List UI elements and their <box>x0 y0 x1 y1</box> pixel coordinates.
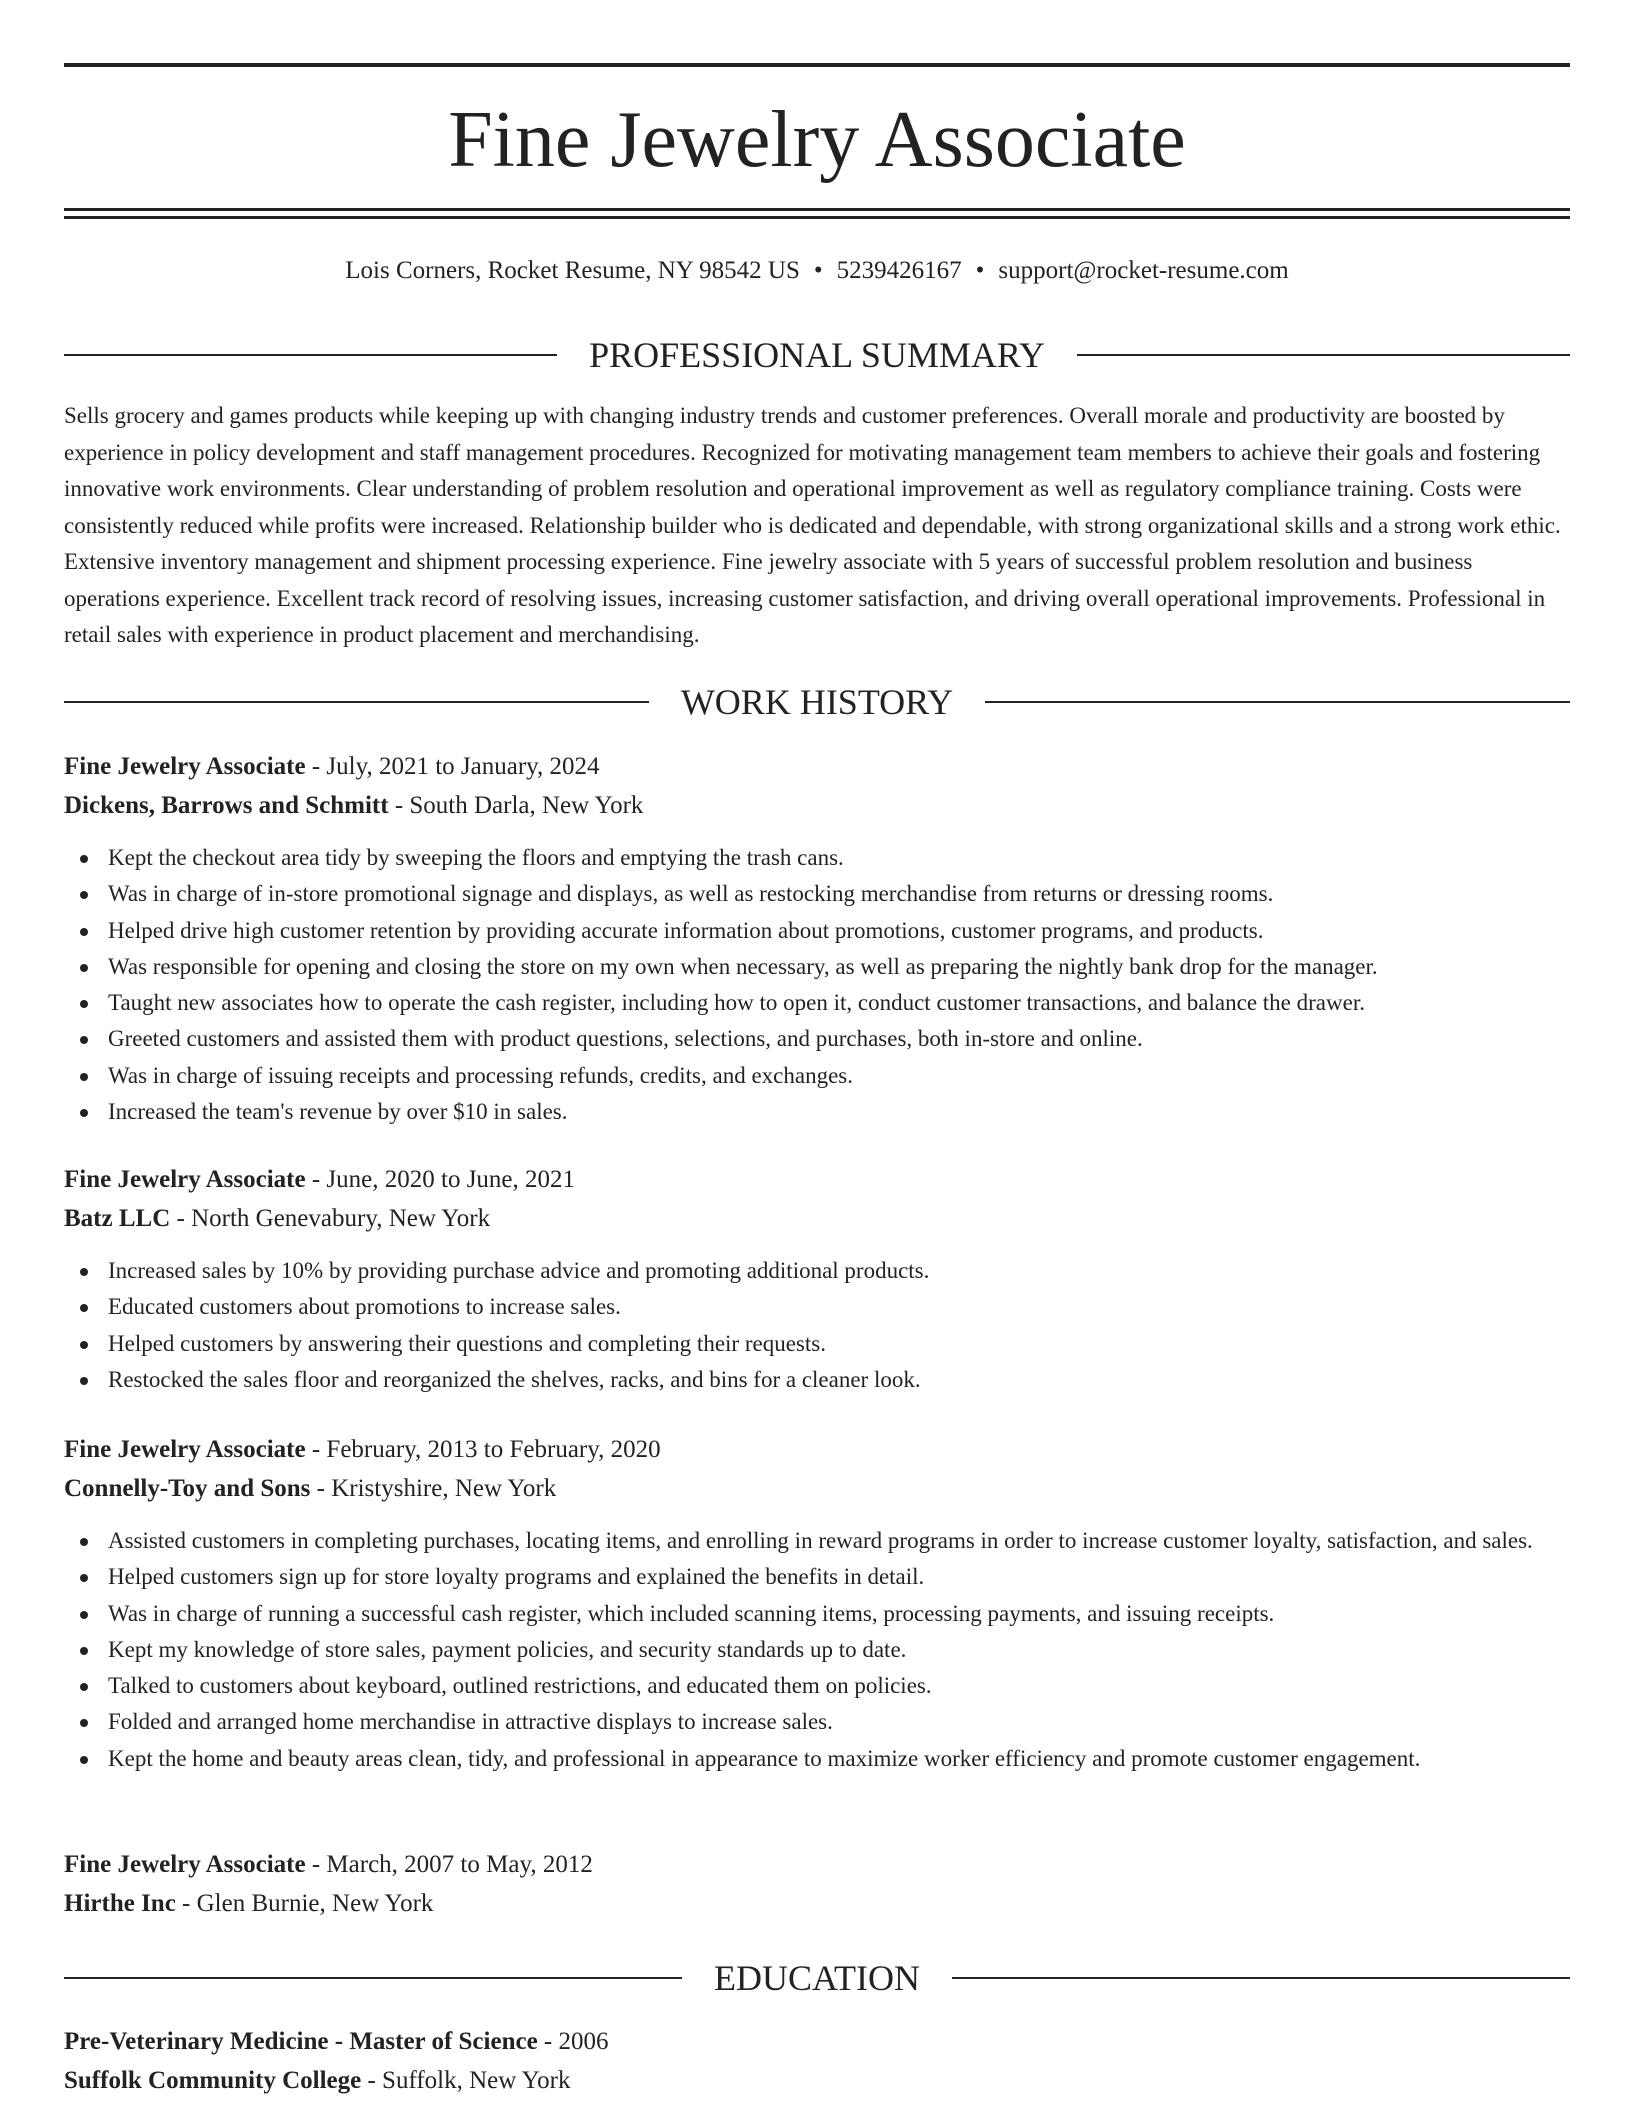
top-rule <box>64 63 1570 67</box>
job-bullet: Greeted customers and assisted them with product questions, selections, and purchases, both in-store and online. <box>64 1021 1570 1057</box>
job-bullet: Educated customers about promotions to increase sales. <box>64 1289 1570 1325</box>
section-heading-label: EDUCATION <box>714 1958 920 1998</box>
heading-rule <box>64 701 649 703</box>
section-heading-label: WORK HISTORY <box>680 682 954 722</box>
contact-phone: 5239426167 <box>836 257 962 284</box>
contact-email: support@rocket-resume.com <box>998 257 1289 284</box>
job-bullet-list <box>64 1253 1570 1398</box>
job-bullet: Increased the team's revenue by over $10 in sales. <box>64 1094 1570 1130</box>
job-title: Fine Jewelry Associate <box>64 1851 306 1878</box>
job-bullet: Folded and arranged home merchandise in attractive displays to increase sales. <box>64 1704 1570 1740</box>
job-company-line <box>64 1469 1570 1508</box>
job-company: Dickens, Barrows and Schmitt <box>64 792 389 819</box>
job-dates: - February, 2013 to February, 2020 <box>305 1436 661 1463</box>
job-title: Fine Jewelry Associate <box>64 1166 306 1193</box>
job-location: - North Genevabury, New York <box>170 1205 491 1232</box>
job-title: Fine Jewelry Associate <box>64 753 306 780</box>
heading-rule <box>985 701 1570 703</box>
title-rule-upper <box>64 208 1570 211</box>
job-dates: - July, 2021 to January, 2024 <box>305 753 600 780</box>
job-bullet: Taught new associates how to operate the cash register, including how to open it, conduct customer transactions, and balance the drawer. <box>64 985 1570 1021</box>
heading-rule <box>64 1977 682 1979</box>
heading-rule <box>1077 354 1570 356</box>
education-degree-line <box>64 2022 1570 2061</box>
section-heading-education <box>64 1956 1570 2000</box>
resume-title: Fine Jewelry Associate <box>448 96 1186 184</box>
job-bullet: Kept my knowledge of store sales, payment policies, and security standards up to date. <box>64 1632 1570 1668</box>
job-title-line <box>64 1845 1570 1884</box>
job-location: - Kristyshire, New York <box>310 1475 557 1502</box>
job-bullet: Was in charge of in-store promotional signage and displays, as well as restocking merchandise from returns or dressing rooms. <box>64 876 1570 912</box>
job-location: - South Darla, New York <box>388 792 644 819</box>
job-company-line <box>64 1199 1570 1238</box>
section-heading-label: PROFESSIONAL SUMMARY <box>589 335 1045 375</box>
section-heading-work-history <box>64 680 1570 724</box>
contact-separator: • <box>813 257 823 284</box>
title-rule-lower <box>64 216 1570 219</box>
job-bullet: Talked to customers about keyboard, outlined restrictions, and educated them on policies. <box>64 1668 1570 1704</box>
job-title-line <box>64 1430 1570 1469</box>
education-year: - 2006 <box>537 2028 609 2055</box>
section-heading-summary <box>64 333 1570 377</box>
job-dates: - March, 2007 to May, 2012 <box>305 1851 593 1878</box>
job-title-line <box>64 747 1570 786</box>
job-bullet: Increased sales by 10% by providing purchase advice and promoting additional products. <box>64 1253 1570 1289</box>
contact-address: Lois Corners, Rocket Resume, NY 98542 US <box>345 257 800 284</box>
education-degree: Pre-Veterinary Medicine - Master of Science <box>64 2028 538 2055</box>
job-entry <box>64 1430 1570 1777</box>
education-location: - Suffolk, New York <box>361 2067 571 2094</box>
job-bullet: Helped drive high customer retention by providing accurate information about promotions, customer programs, and products. <box>64 913 1570 949</box>
job-bullet: Kept the home and beauty areas clean, tidy, and professional in appearance to maximize worker efficiency and promote customer engagement. <box>64 1741 1570 1777</box>
job-bullet: Assisted customers in completing purchases, locating items, and enrolling in reward programs in order to increase customer loyalty, satisfaction, and sales. <box>64 1523 1570 1559</box>
job-company-line <box>64 786 1570 825</box>
job-bullet: Restocked the sales floor and reorganized the shelves, racks, and bins for a cleaner look. <box>64 1362 1570 1398</box>
job-company: Connelly-Toy and Sons <box>64 1475 311 1502</box>
heading-rule <box>952 1977 1570 1979</box>
job-bullet: Helped customers by answering their questions and completing their requests. <box>64 1326 1570 1362</box>
education-school-line <box>64 2061 1570 2100</box>
job-title: Fine Jewelry Associate <box>64 1436 306 1463</box>
job-bullet: Helped customers sign up for store loyalty programs and explained the benefits in detail. <box>64 1559 1570 1595</box>
summary-paragraph: Sells grocery and games products while keeping up with changing industry trends and customer preferences. Overall morale and productivity are boosted by experience in policy development and staff management procedures. Recognized for motivating management team members to achieve their goals and fostering innovative work environments. Clear understanding of problem resolution and operational improvement as well as regulatory compliance training. Costs were consistently reduced while profits were increased. Relationship builder who is dedicated and dependable, with strong organizational skills and a strong work ethic. Extensive inventory management and shipment processing experience. Fine jewelry associate with 5 years of successful problem resolution and business operations experience. Excellent track record of resolving issues, increasing customer satisfaction, and driving overall operational improvements. Professional in retail sales with experience in product placement and merchandising. <box>64 403 1561 647</box>
education-entry <box>64 2022 1570 2100</box>
contact-line <box>64 253 1570 289</box>
job-company: Batz LLC <box>64 1205 171 1232</box>
job-title-line <box>64 1160 1570 1199</box>
education-school: Suffolk Community College <box>64 2067 362 2094</box>
job-company: Hirthe Inc <box>64 1890 176 1917</box>
job-bullet: Was in charge of issuing receipts and processing refunds, credits, and exchanges. <box>64 1058 1570 1094</box>
job-location: - Glen Burnie, New York <box>175 1890 434 1917</box>
job-company-line <box>64 1884 1570 1923</box>
job-bullet: Kept the checkout area tidy by sweeping the floors and emptying the trash cans. <box>64 840 1570 876</box>
job-bullet: Was responsible for opening and closing the store on my own when necessary, as well as preparing the nightly bank drop for the manager. <box>64 949 1570 985</box>
contact-separator: • <box>975 257 985 284</box>
job-entry <box>64 747 1570 1130</box>
job-bullet-list <box>64 840 1570 1130</box>
job-bullet: Was in charge of running a successful cash register, which included scanning items, processing payments, and issuing receipts. <box>64 1596 1570 1632</box>
job-bullet-list <box>64 1523 1570 1777</box>
job-entry <box>64 1845 1570 1923</box>
job-entry <box>64 1160 1570 1398</box>
heading-rule <box>64 354 557 356</box>
job-dates: - June, 2020 to June, 2021 <box>305 1166 576 1193</box>
